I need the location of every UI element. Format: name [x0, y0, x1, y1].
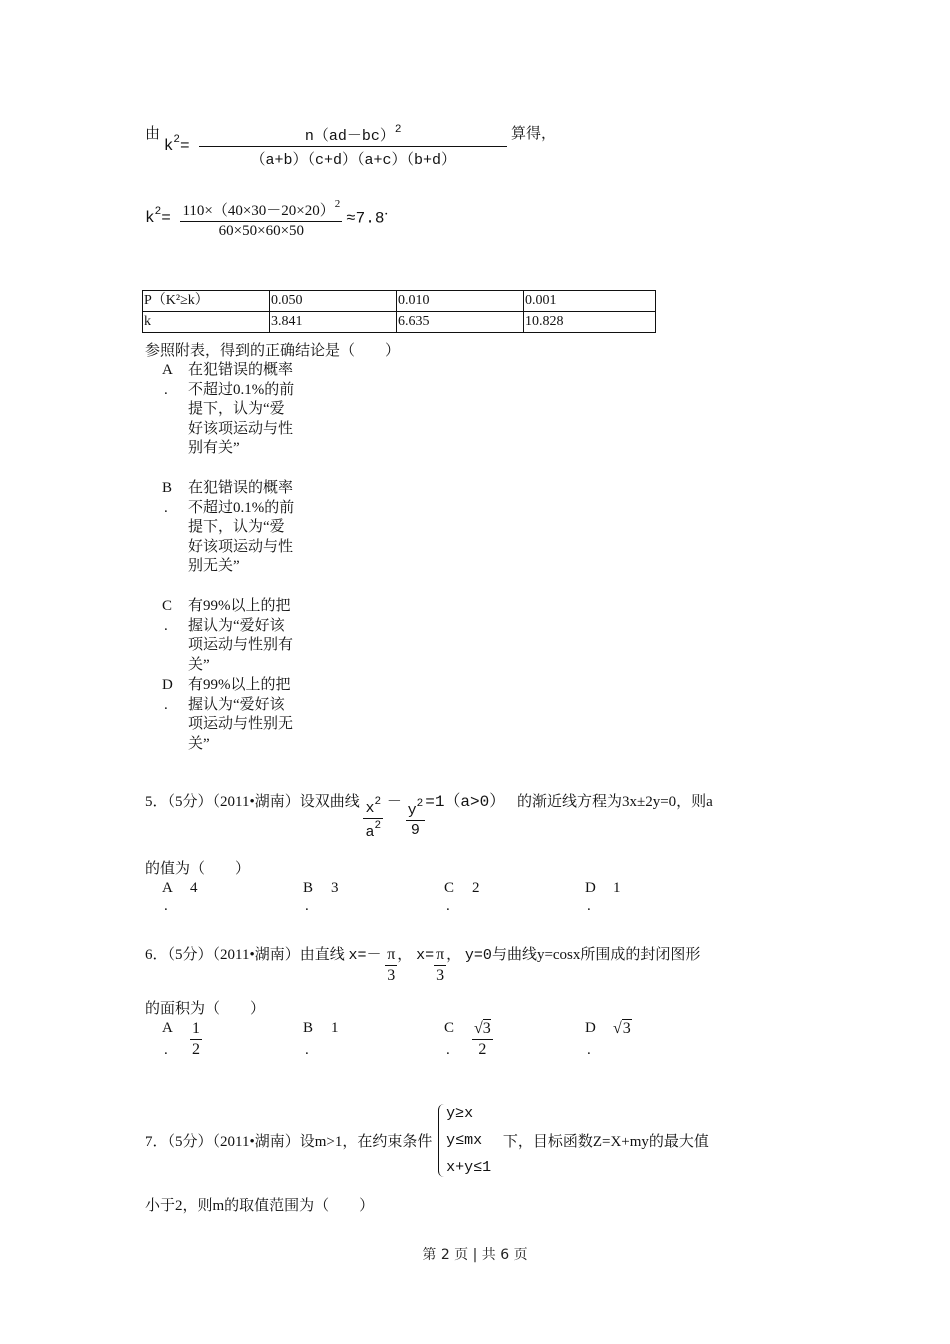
table-cell: 10.828: [524, 312, 656, 333]
q5-option-d[interactable]: D . 1: [585, 880, 621, 914]
sqrt-icon: √: [474, 1020, 483, 1037]
fraction-one-half: $\frac{1}{2}$: [192, 1020, 200, 1058]
table-cell: 0.001: [524, 291, 656, 312]
table-cell: 0.010: [397, 291, 524, 312]
q4-option-a[interactable]: A . 在犯错误的概率不超过0.1%的前提下，认为“爱好该项运动与性别有关”: [162, 362, 295, 456]
fraction-k2-calc: $\frac{110\times(40\times 30-20\times 20)^2}{60\times 50\times 60\times 50}$: [182, 198, 341, 239]
table-cell: 6.635: [397, 312, 524, 333]
q6-stem: 6．（5分）（2011•湖南）由直线 x=－ $\frac{\pi}{3}$ ， x= $\frac{\pi}{3}$ ， y=0与曲线y=cosx所围成的封闭图形: [145, 946, 701, 985]
q6-option-b[interactable]: B . 1: [303, 1020, 339, 1058]
critical-value-table: [142, 290, 656, 333]
q5-stem: 5．（5分）（2011•湖南）设双曲线 $\frac{x^2}{a^2}$ － $\frac{y^2}{9}$ =1（a>0） 的渐近线方程为3x±2y=0，则a: [145, 793, 713, 842]
table-cell: k: [143, 312, 270, 333]
formula-prefix: 由: [145, 126, 161, 142]
q4-prompt: 参照附表，得到的正确结论是（ ）: [145, 343, 401, 359]
table-row: [143, 312, 656, 333]
q5-option-b[interactable]: B . 3: [303, 880, 339, 914]
page-number: 第 2 页 | 共 6 页: [422, 1247, 528, 1263]
q5-option-a[interactable]: A . 4: [162, 880, 198, 914]
sqrt-icon: √: [613, 1020, 622, 1037]
fraction-k2-formula: $\frac{n(ad-bc)^2}{(a+b)(c+d)(a+c)(b+d)}$: [199, 124, 507, 169]
q6-option-c[interactable]: C . $\frac{√3}{2}$: [444, 1020, 491, 1058]
q7-stem: 7．（5分）（2011•湖南）设m>1，在约束条件 y≥x y≤mx x+y≤1 下，目标函数Z=X+my的最大值: [145, 1100, 709, 1181]
formula-suffix: 算得，: [510, 126, 556, 142]
fraction-pi-3-neg: $\frac{\pi}{3}$: [387, 946, 396, 985]
table-cell: P（K²≥k）: [143, 291, 270, 312]
formula-intro: 由 $k^2=$ $\frac{n(ad-bc)^2}{(a+b)(c+d)(a+c)(b+d)}$ 算得，: [145, 124, 556, 170]
fraction-pi-3: $\frac{\pi}{3}$: [436, 946, 445, 985]
fraction-x2-a2: $\frac{x^2}{a^2}$: [365, 796, 382, 842]
q4-option-b[interactable]: B . 在犯错误的概率不超过0.1%的前提下，认为“爱好该项运动与性别无关”: [162, 480, 295, 574]
table-row: [143, 291, 656, 312]
table-cell: 0.050: [270, 291, 397, 312]
q4-option-c[interactable]: C . 有99%以上的把握认为“爱好该项运动与性别有关”: [162, 598, 294, 673]
table-cell: 3.841: [270, 312, 397, 333]
fraction-sqrt3-over-2: $\frac{√3}{2}$: [474, 1020, 491, 1058]
q5-option-c[interactable]: C . 2: [444, 880, 480, 914]
q6-line2: 的面积为（ ）: [145, 1001, 266, 1017]
constraint-system: y≥x y≤mx x+y≤1: [436, 1100, 491, 1181]
q7-line2: 小于2，则m的取值范围为（ ）: [145, 1198, 375, 1214]
fraction-y2-9: $\frac{y^2}{9}$: [407, 798, 424, 840]
q5-line2: 的值为（ ）: [145, 861, 251, 877]
q4-option-d[interactable]: D . 有99%以上的把握认为“爱好该项运动与性别无关”: [162, 677, 294, 752]
formula-calc: $k^2=$ $\frac{110\times(40\times 30-20\times 20)^2}{60\times 50\times 60\times 50}$ ≈7.8.: [145, 198, 389, 239]
q6-option-a[interactable]: A . $\frac{1}{2}$: [162, 1020, 200, 1058]
q6-option-d[interactable]: D . √3: [585, 1020, 631, 1058]
